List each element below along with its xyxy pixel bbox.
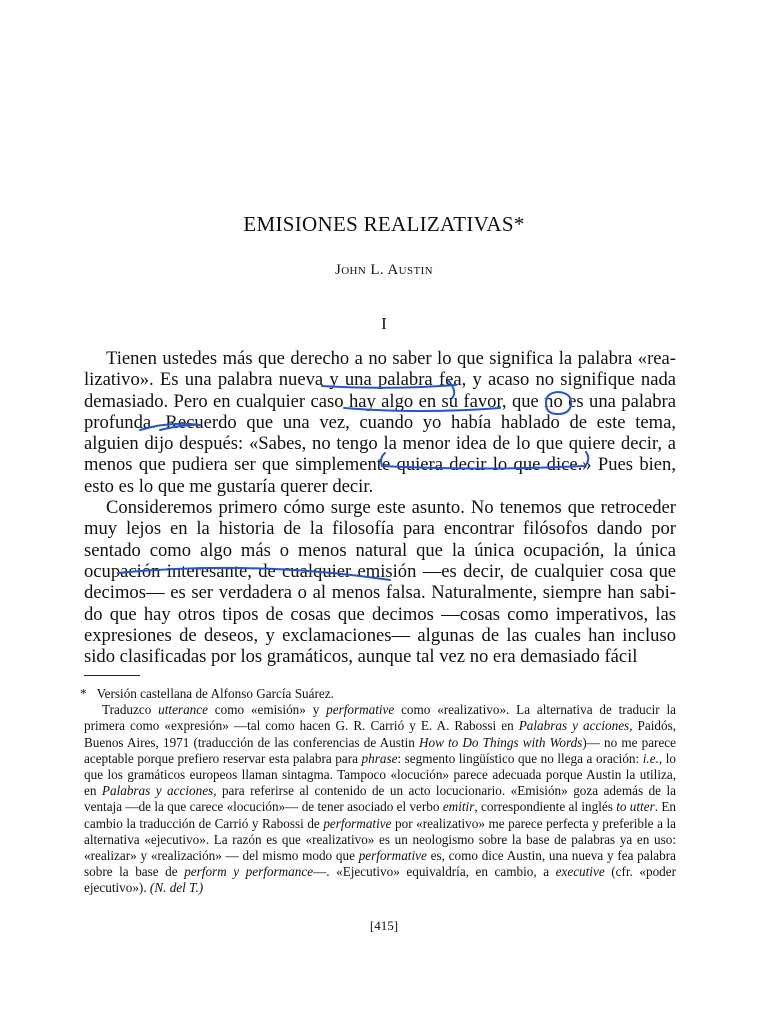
footnote-text: , para referirse al contenido de un acto locucionario. «Emisión» goza además de la ventaja —de la que carece «locución»— de tener asociado el verbo [84,783,676,815]
page-number: [415] [369,918,399,933]
footnote-text: por «realizativo» me parece perfecta y preferible a la alternativa «ejecutivo». La razón es que «realizativo» es un neologismo sobre la base de palabras ya en uso: «realizar» y «realización» — del mismo modo que [84,815,676,864]
footnote-italic: performative [326,702,395,718]
footnote-italic: perform y performance [184,864,314,880]
footnote-marker: * [80,686,87,701]
author-name: John L. Austin [334,262,434,278]
footnote-italic: performative [358,848,427,864]
footnote-text: es, como dice Austin, una nueva y fea palabra sobre la base de [84,848,676,880]
footnote-text: Traduzco [102,702,159,718]
footnote-text: , correspondiente al inglés [474,799,617,815]
footnote-italic: Palabras y acciones [518,718,630,734]
footnote-italic: phrase [361,750,398,766]
footnote-italic: executive [555,864,605,880]
body-text [84,348,676,667]
footnote-italic: Palabras y acciones [101,783,214,799]
footnote-italic: i.e. [642,750,659,766]
footnote-credit: Versión castellana de Alfonso García Suárez. [96,686,334,701]
footnote [80,686,677,897]
footnote-text: , lo que los gramáticos europeos llaman sintagma. Tampoco «locución» parece adecuada porque Austin la utiliza, en [84,750,676,799]
footnote-text: . En cambio la traducción de Carrió y Rabossi de [84,799,676,831]
footnote-italic: to utter [616,799,655,815]
paragraph-2: Consideremos primero cómo surge este asunto. No tenemos que retroceder muy lejos en la historia de la filosofía para encontrar filósofos dando por sentado como algo más o menos natural que la única ocupación, la única ocupación interesante, de cualquier emisión —es decir, de cualquier cosa que decimos— es ser verdadera o al menos falsa. Naturalmente, siempre han sabido que hay otros tipos de cosas que decimos —cosas como imperativos, las expresiones de deseos, y exclamaciones— algunas de las cuales han incluso sido clasificadas por los gramáticos, aunque tal vez no era demasiado fácil [84,497,676,668]
footnote-italic: How to Do Things with Words [418,734,583,750]
footnote-italic: (N. del T.) [149,880,204,896]
footnote-rule [84,675,140,676]
footnote-text: , Paidós, Buenos Aires, 1971 (traducción de las conferencias de Austin [84,718,677,750]
footnote-italic: utterance [158,702,208,718]
footnote-text: —. «Ejecutivo» equivaldría, en cambio, a [313,864,556,880]
footnote-line-1 [80,686,676,702]
section-number: I [381,314,387,333]
footnote-text: como «emisión» y [207,702,327,718]
footnote-italic: emitir [442,799,475,815]
footnote-body [84,702,676,896]
footnote-text: : segmento lingüístico que no llega a oración: [397,750,643,766]
footnote-italic: performative [323,815,392,831]
footnote-text: )— no me parece aceptable porque prefiero reservar esta palabra para [84,734,676,766]
footnote-text: como «realizativo». La alternativa de traducir la primera como «expresión» —tal como hacen G. R. Carrió y E. A. Rabossi en [84,702,676,734]
document-title: EMISIONES REALIZATIVAS* [243,212,525,236]
paragraph-1: Tienen ustedes más que derecho a no saber lo que significa la palabra «realizativo». Es una palabra nueva y una palabra fea, y acaso no signifique nada demasiado. Pero en cualquier caso hay algo en su favor, que no es una palabra profunda. Recuerdo que una vez, cuando yo había hablado de este tema, alguien dijo después: «Sabes, no tengo la menor idea de lo que quiere decir, a menos que pudiera ser que simplemente quiera decir lo que dice.» Pues bien, esto es lo que me gustaría querer decir. [84,348,676,497]
footnote-text: (cfr. «poder ejecutivo»). [84,864,677,896]
